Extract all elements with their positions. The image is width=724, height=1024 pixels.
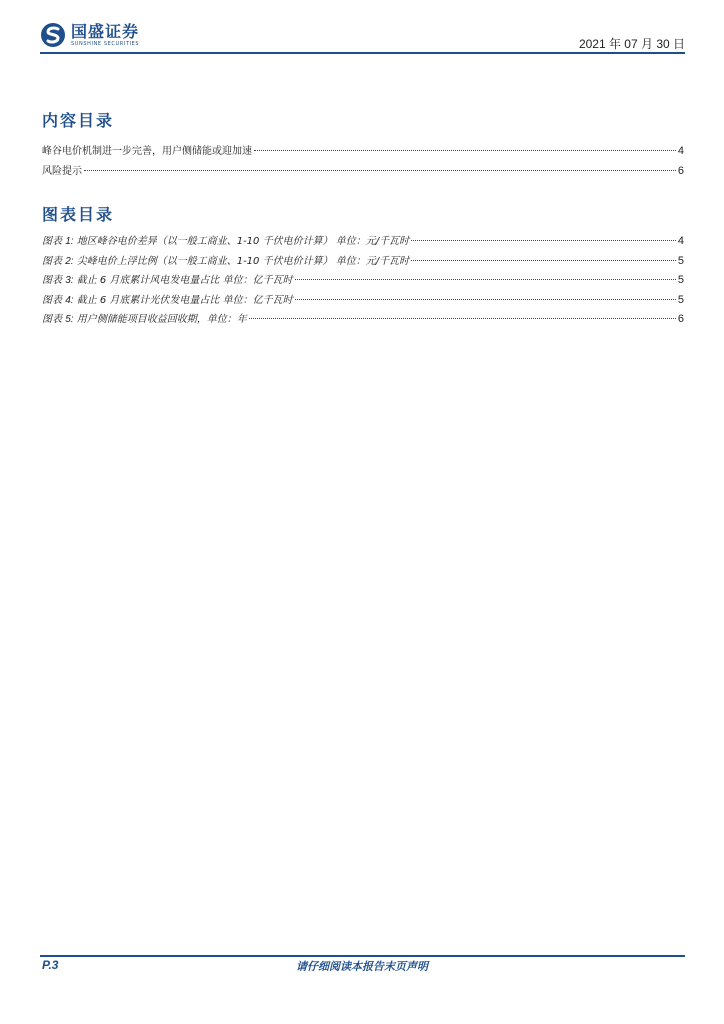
figure-entry-page: 5 [677,274,684,286]
figure-toc-entry[interactable] [42,252,684,272]
figure-entry-label [42,232,409,247]
figure-prefix: 图表 [42,236,66,247]
toc-leader-dots [254,149,676,151]
toc-entry[interactable] [42,162,684,182]
toc-leader-dots [249,317,676,319]
figure-number: 2: [65,255,74,267]
content-toc-title: 内容目录 [42,111,115,130]
figure-entry-label [42,252,409,267]
toc-entry[interactable] [42,142,684,162]
figure-toc-entry[interactable] [42,291,684,311]
figure-toc-entry[interactable] [42,271,684,291]
figure-entry-label [42,291,293,306]
toc-leader-dots [295,278,676,280]
toc-entry-label: 峰谷电价机制进一步完善，用户侧储能或迎加速 [42,146,252,157]
toc-leader-dots [411,239,676,241]
toc-entry-page: 6 [677,164,684,177]
figure-prefix: 图表 [42,314,66,325]
figure-number: 4: [65,294,74,306]
toc-leader-dots [295,298,676,300]
header-divider [40,52,685,54]
toc-entry-page: 4 [677,145,684,157]
figure-number: 1: [65,236,74,247]
report-date: 2021 年 07 月 30 日 [578,37,685,51]
footer-divider [40,955,685,957]
figure-entry-page: 6 [677,313,684,325]
figure-prefix: 图表 [42,294,66,306]
figure-prefix: 图表 [42,275,66,286]
page-header [40,18,685,54]
figure-entry-page: 5 [677,254,684,267]
figure-caption: 截止 6 月底累计光伏发电量占比 单位：亿千瓦时 [73,294,293,306]
figure-toc-entry[interactable] [42,310,684,330]
logo-text [71,23,139,48]
toc-leader-dots [84,169,676,171]
toc-entry-label: 风险提示 [42,165,82,177]
figure-caption: 截止 6 月底累计风电发电量占比 单位：亿千瓦时 [73,275,293,286]
figure-entry-label [42,310,247,325]
figure-caption: 用户侧储能项目收益回收期，单位：年 [73,314,247,325]
logo-english-name: SUNSHINE SECURITIES [71,40,140,47]
content-toc [42,142,684,181]
figure-toc-entry[interactable] [42,232,684,252]
page-number: P.3 [42,958,59,972]
figure-number: 3: [65,275,74,286]
disclaimer-note: 请仔细阅读本报告末页声明 [296,960,428,973]
figure-entry-page: 5 [677,293,684,306]
logo-chinese-name: 国盛证券 [71,21,140,41]
figure-caption: 尖峰电价上浮比例（以一般工商业、1-10 千伏电价计算） 单位：元/千瓦时 [73,255,410,267]
company-logo [40,22,139,48]
toc-leader-dots [411,259,676,261]
figure-entry-page: 4 [677,235,684,247]
figure-number: 5: [65,314,74,325]
logo-mark-icon [40,22,66,48]
figure-prefix: 图表 [42,255,66,267]
figure-toc [42,232,684,330]
figure-caption: 地区峰谷电价差异（以一般工商业、1-10 千伏电价计算） 单位：元/千瓦时 [73,236,410,247]
figure-entry-label [42,271,293,286]
figure-toc-title: 图表目录 [42,205,115,224]
